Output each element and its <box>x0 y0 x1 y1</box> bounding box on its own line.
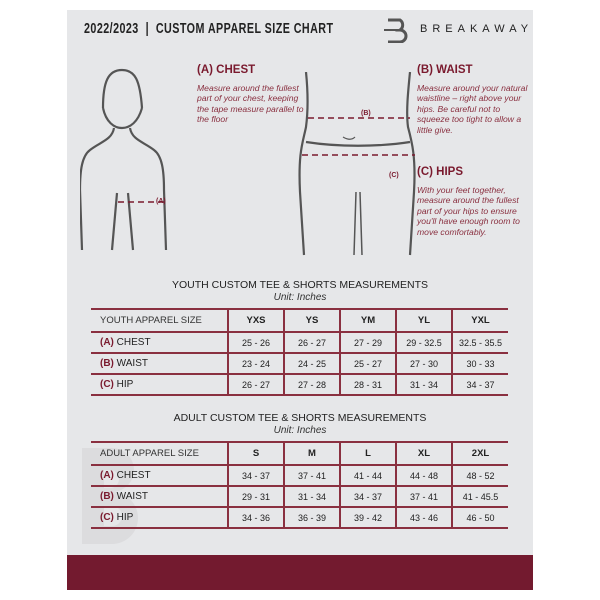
cell: 29 - 31 <box>228 486 284 507</box>
cell: 48 - 52 <box>452 465 508 486</box>
upper-body-figure <box>80 60 190 255</box>
cell: 34 - 36 <box>228 507 284 528</box>
table-row <box>91 507 508 528</box>
cell: 32.5 - 35.5 <box>452 332 508 353</box>
lower-body-figure <box>298 72 418 262</box>
row-letter: (A) <box>100 337 114 348</box>
row-label <box>91 507 228 528</box>
cell: 34 - 37 <box>228 465 284 486</box>
footer-band <box>67 555 533 590</box>
cell: 34 - 37 <box>452 374 508 395</box>
size-header: YS <box>284 309 340 332</box>
cell: 37 - 41 <box>284 465 340 486</box>
cell: 41 - 44 <box>340 465 396 486</box>
chest-instructions: Measure around the fullest part of your chest, keeping the tape measure parallel to the floor <box>197 83 304 125</box>
size-header: XL <box>396 442 452 465</box>
cell: 41 - 45.5 <box>452 486 508 507</box>
chest-marker: (A) <box>156 198 166 205</box>
row-letter: (C) <box>100 379 114 390</box>
size-header: L <box>340 442 396 465</box>
cell: 28 - 31 <box>340 374 396 395</box>
hips-instructions: With your feet together, measure around the fullest part of your hips to ensure you'll have enough room to move comfortably. <box>417 185 520 237</box>
row-label <box>91 486 228 507</box>
cell: 23 - 24 <box>228 353 284 374</box>
cell: 36 - 39 <box>284 507 340 528</box>
row-letter: (A) <box>100 470 114 481</box>
header-label: YOUTH APPAREL SIZE <box>91 309 228 332</box>
row-letter: (B) <box>100 358 114 369</box>
adult-unit: Unit: Inches <box>273 425 327 436</box>
table-row <box>91 374 508 395</box>
cell: 29 - 32.5 <box>396 332 452 353</box>
youth-size-table <box>91 308 508 396</box>
breakaway-logo-icon <box>384 17 414 43</box>
row-letter: (B) <box>100 491 114 502</box>
table-row <box>91 332 508 353</box>
chest-heading: (A) CHEST <box>197 64 256 76</box>
cell: 46 - 50 <box>452 507 508 528</box>
cell: 43 - 46 <box>396 507 452 528</box>
table-row <box>91 353 508 374</box>
cell: 31 - 34 <box>284 486 340 507</box>
size-header: YXS <box>228 309 284 332</box>
row-name: HIP <box>116 512 134 523</box>
size-header: YL <box>396 309 452 332</box>
row-name: WAIST <box>116 491 148 502</box>
waist-heading: (B) WAIST <box>417 64 473 76</box>
cell: 25 - 27 <box>340 353 396 374</box>
adult-size-table <box>91 441 508 529</box>
cell: 26 - 27 <box>284 332 340 353</box>
youth-unit: Unit: Inches <box>273 292 327 303</box>
row-label <box>91 332 228 353</box>
header-label: ADULT APPAREL SIZE <box>91 442 228 465</box>
size-header: YM <box>340 309 396 332</box>
youth-table-title: YOUTH CUSTOM TEE & SHORTS MEASUREMENTS <box>171 279 429 291</box>
row-name: WAIST <box>116 358 148 369</box>
cell: 27 - 29 <box>340 332 396 353</box>
row-name: CHEST <box>116 470 151 481</box>
cell: 31 - 34 <box>396 374 452 395</box>
table-row <box>91 486 508 507</box>
size-header: S <box>228 442 284 465</box>
cell: 26 - 27 <box>228 374 284 395</box>
cell: 27 - 30 <box>396 353 452 374</box>
brand-name: BREAKAWAY <box>420 23 534 35</box>
size-header: YXL <box>452 309 508 332</box>
hips-marker: (C) <box>389 172 399 179</box>
hips-heading: (C) HIPS <box>417 166 463 178</box>
adult-table-title: ADULT CUSTOM TEE & SHORTS MEASUREMENTS <box>173 412 427 424</box>
waist-marker: (B) <box>361 110 371 117</box>
cell: 34 - 37 <box>340 486 396 507</box>
cell: 25 - 26 <box>228 332 284 353</box>
cell: 24 - 25 <box>284 353 340 374</box>
page-title: 2022/2023 | CUSTOM APPAREL SIZE CHART <box>84 21 334 37</box>
table-header-row <box>91 309 508 332</box>
waist-instructions: Measure around your natural waistline – right above your hips. Be careful not to squeeze too tight to allow a little give. <box>417 83 528 135</box>
row-name: HIP <box>116 379 134 390</box>
table-row <box>91 465 508 486</box>
cell: 44 - 48 <box>396 465 452 486</box>
row-label <box>91 465 228 486</box>
size-header: 2XL <box>452 442 508 465</box>
size-header: M <box>284 442 340 465</box>
row-label <box>91 353 228 374</box>
cell: 30 - 33 <box>452 353 508 374</box>
cell: 37 - 41 <box>396 486 452 507</box>
cell: 39 - 42 <box>340 507 396 528</box>
row-label <box>91 374 228 395</box>
row-letter: (C) <box>100 512 114 523</box>
row-name: CHEST <box>116 337 151 348</box>
cell: 27 - 28 <box>284 374 340 395</box>
table-header-row <box>91 442 508 465</box>
